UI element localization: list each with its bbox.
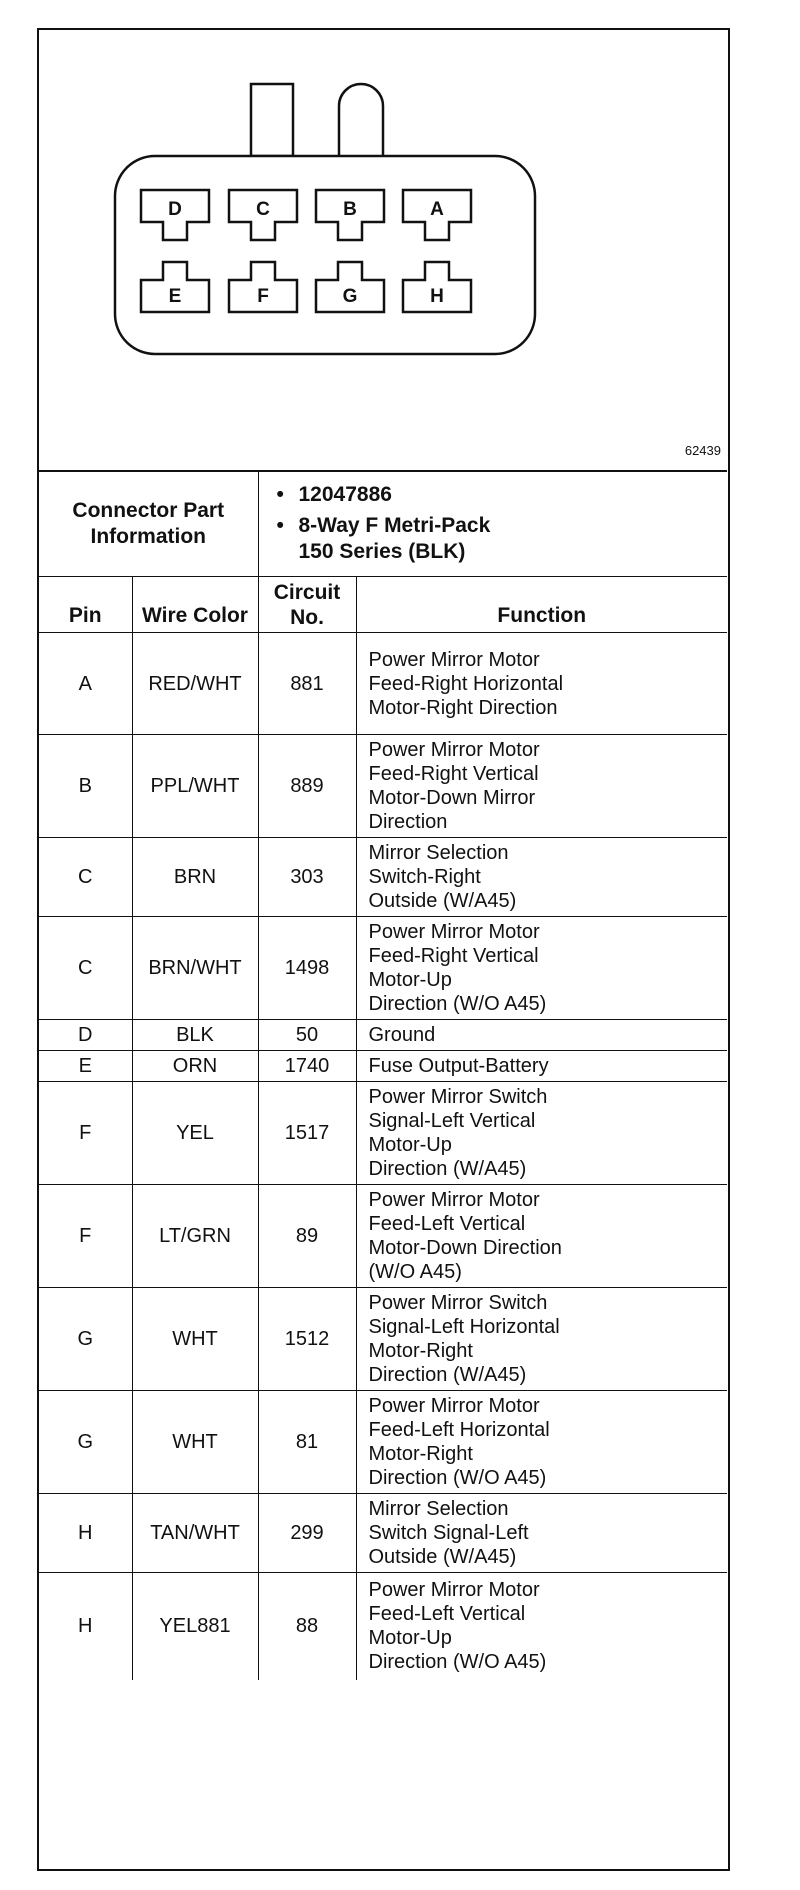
table-row (39, 1494, 727, 1573)
function-line: Signal-Left Horizontal (368, 1316, 560, 1338)
cavity-label-c: C (256, 199, 270, 220)
function-cell (356, 1082, 727, 1185)
connector-diagram (39, 30, 727, 470)
function-cell (356, 1051, 727, 1082)
header-function: Function (356, 577, 727, 633)
table-row (39, 1185, 727, 1288)
function-line: Direction (W/A45) (368, 1158, 527, 1180)
pin-cell: G (39, 1391, 132, 1494)
pinout-table (39, 472, 727, 1680)
table-row (39, 1573, 727, 1680)
table-row (39, 1020, 727, 1051)
table-row (39, 1051, 727, 1082)
pin-cell: C (39, 838, 132, 917)
pin-cell: G (39, 1288, 132, 1391)
part-number: • 12047886 (299, 482, 728, 508)
pin-cell: H (39, 1494, 132, 1573)
wire-color-cell: PPL/WHT (132, 735, 258, 838)
round-tab (339, 84, 383, 156)
cavity-label-h: H (430, 286, 444, 307)
function-cell (356, 1185, 727, 1288)
circuit-cell: 89 (258, 1185, 356, 1288)
connector-info-label (39, 472, 258, 577)
function-line: Motor-Down Mirror (368, 787, 536, 809)
function-line: Motor-Right (368, 1340, 473, 1362)
wire-color-cell: YEL881 (132, 1573, 258, 1680)
circuit-cell: 1517 (258, 1082, 356, 1185)
function-line: Outside (W/A45) (368, 1546, 517, 1568)
function-cell (356, 633, 727, 735)
function-cell (356, 1573, 727, 1680)
wire-color-cell: YEL (132, 1082, 258, 1185)
function-line: Power Mirror Motor (368, 739, 540, 761)
pin-cell: A (39, 633, 132, 735)
function-line: Feed-Left Vertical (368, 1603, 526, 1626)
table-row (39, 917, 727, 1020)
pin-cell: B (39, 735, 132, 838)
table-row (39, 838, 727, 917)
connector-info-row (39, 472, 727, 577)
function-line: Mirror Selection (368, 1498, 509, 1520)
function-line: Outside (W/A45) (368, 890, 517, 912)
function-cell (356, 1494, 727, 1573)
function-line: Direction (W/A45) (368, 1364, 527, 1386)
wire-color-cell: TAN/WHT (132, 1494, 258, 1573)
circuit-cell: 1740 (258, 1051, 356, 1082)
pin-cell: H (39, 1573, 132, 1680)
wire-color-cell: ORN (132, 1051, 258, 1082)
function-cell (356, 917, 727, 1020)
function-line: Switch-Right (368, 866, 481, 888)
pin-cell: F (39, 1082, 132, 1185)
cavity-label-b: B (343, 199, 357, 220)
table-row (39, 735, 727, 838)
connector-series: • 8-Way F Metri-Pack 150 Series (BLK) (299, 513, 728, 565)
circuit-cell: 299 (258, 1494, 356, 1573)
circuit-cell: 88 (258, 1573, 356, 1680)
function-line: Power Mirror Motor (368, 921, 540, 943)
function-line: Switch Signal-Left (368, 1522, 529, 1544)
wire-color-cell: WHT (132, 1391, 258, 1494)
circuit-cell: 1498 (258, 917, 356, 1020)
connector-face-drawing (39, 30, 727, 470)
function-line: Motor-Up (368, 1134, 452, 1156)
wire-color-cell: WHT (132, 1288, 258, 1391)
function-line: Feed-Right Vertical (368, 763, 539, 785)
function-cell (356, 1288, 727, 1391)
function-line: Feed-Right Vertical (368, 945, 539, 967)
wire-color-cell: BRN/WHT (132, 917, 258, 1020)
cavity-label-a: A (430, 199, 444, 220)
function-line: Motor-Up (368, 1627, 452, 1650)
cavity-label-g: G (342, 286, 358, 307)
function-line: Motor-Right Direction (368, 696, 558, 719)
figure-id: 62439 (684, 443, 721, 458)
function-line: Mirror Selection (368, 842, 509, 864)
cavity-label-f: F (257, 286, 269, 307)
table-row (39, 1082, 727, 1185)
function-line: Power Mirror Switch (368, 1292, 548, 1314)
function-line: (W/O A45) (368, 1261, 462, 1283)
connector-info-values (258, 472, 727, 577)
cavity-label-e: E (168, 286, 182, 307)
function-line: Power Mirror Motor (368, 1395, 540, 1417)
pin-cell: C (39, 917, 132, 1020)
function-cell (356, 735, 727, 838)
table-row (39, 1391, 727, 1494)
pin-cell: F (39, 1185, 132, 1288)
function-cell (356, 1391, 727, 1494)
function-line: Motor-Right (368, 1443, 473, 1465)
function-cell (356, 1020, 727, 1051)
table-row (39, 633, 727, 735)
circuit-cell: 881 (258, 633, 356, 735)
function-line: Power Mirror Motor (368, 1189, 540, 1211)
circuit-cell: 889 (258, 735, 356, 838)
header-circuit-no: Circuit No. (258, 577, 356, 633)
square-tab (251, 84, 293, 156)
cavity-label-d: D (168, 199, 182, 220)
function-line: Motor-Up (368, 969, 452, 991)
function-cell (356, 838, 727, 917)
circuit-cell: 303 (258, 838, 356, 917)
function-line: Motor-Down Direction (368, 1237, 562, 1259)
function-line: Power Mirror Motor (368, 648, 540, 671)
pin-cell: D (39, 1020, 132, 1051)
function-line: Power Mirror Switch (368, 1086, 548, 1108)
table-row (39, 1288, 727, 1391)
wire-color-cell: BLK (132, 1020, 258, 1051)
circuit-cell: 1512 (258, 1288, 356, 1391)
function-line: Power Mirror Motor (368, 1579, 540, 1602)
connector-info-label-line: Information (90, 525, 206, 548)
function-line: Feed-Right Horizontal (368, 672, 564, 695)
wire-color-cell: BRN (132, 838, 258, 917)
wire-color-cell: RED/WHT (132, 633, 258, 735)
function-line: Direction (W/O A45) (368, 993, 547, 1015)
function-line: Direction (368, 811, 448, 833)
wire-color-cell: LT/GRN (132, 1185, 258, 1288)
pin-cell: E (39, 1051, 132, 1082)
function-line: Feed-Left Horizontal (368, 1419, 550, 1441)
header-wire-color: Wire Color (132, 577, 258, 633)
function-line: Signal-Left Vertical (368, 1110, 536, 1132)
circuit-cell: 50 (258, 1020, 356, 1051)
table-header-row (39, 577, 727, 633)
circuit-cell: 81 (258, 1391, 356, 1494)
header-pin: Pin (39, 577, 132, 633)
function-line: Ground (368, 1024, 436, 1046)
function-line: Direction (W/O A45) (368, 1651, 547, 1674)
function-line: Direction (W/O A45) (368, 1467, 547, 1489)
connector-info-label-line: Connector Part (72, 499, 225, 522)
connector-sheet (37, 28, 730, 1871)
function-line: Feed-Left Vertical (368, 1213, 526, 1235)
function-line: Fuse Output-Battery (368, 1055, 549, 1077)
connector-body (115, 156, 535, 354)
